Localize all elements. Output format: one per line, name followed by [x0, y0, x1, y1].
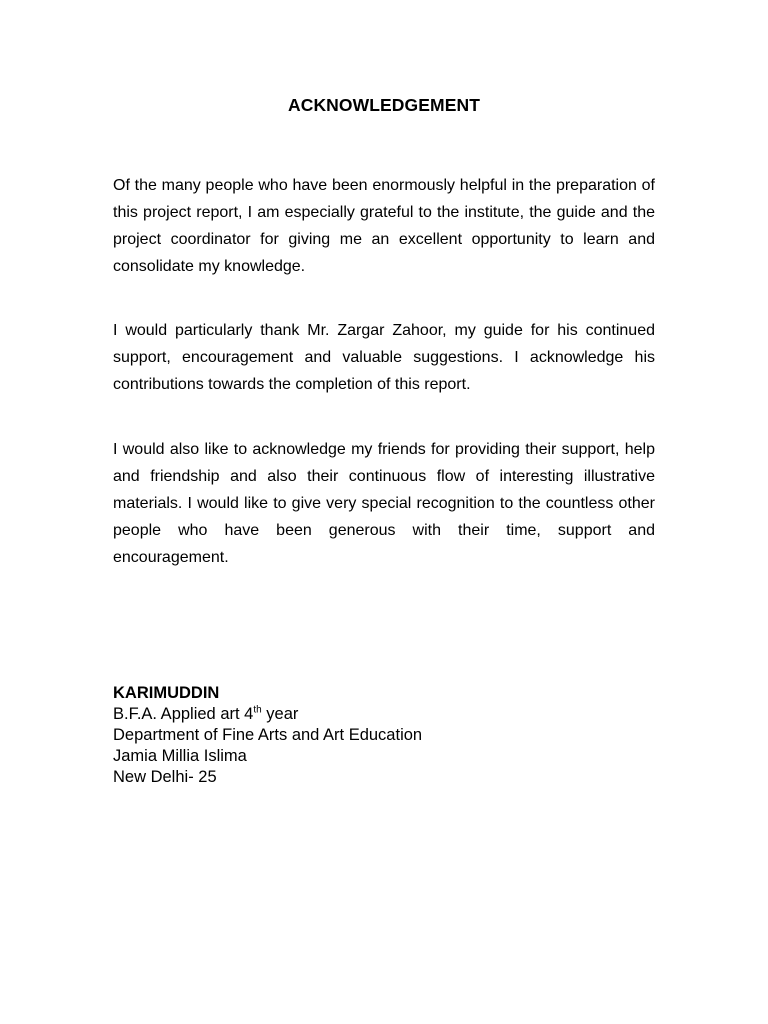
course-line [113, 704, 422, 725]
paragraph-gratitude: Of the many people who have been enormously helpful in the preparation of this project report, I am especially grateful to the institute, the guide and the project coordinator for giving me an excellent opportunity to learn and consolidate my knowledge. [113, 177, 655, 275]
course-year-word: year [261, 705, 299, 723]
paragraph-friends-thanks: I would also like to acknowledge my friends for providing their support, help and friendship and also their continuous flow of interesting illustrative materials. I would like to give very special recognition to the countless other people who have been generous with their time, support and encouragement. [113, 441, 655, 566]
city-line: New Delhi- 25 [113, 768, 217, 786]
author-name: KARIMUDDIN [113, 684, 220, 702]
department-line: Department of Fine Arts and Art Education [113, 726, 423, 744]
course-ordinal-suffix: th [253, 704, 262, 716]
page-title: ACKNOWLEDGEMENT [287, 95, 481, 115]
university-line: Jamia Millia Islima [113, 747, 247, 765]
paragraph-guide-thanks: I would particularly thank Mr. Zargar Zahoor, my guide for his continued support, encouragement and valuable suggestions. I acknowledge his contributions towards the completion of this report. [113, 322, 655, 393]
course-text: B.F.A. Applied art 4 [113, 705, 254, 723]
signature-block [113, 683, 422, 788]
